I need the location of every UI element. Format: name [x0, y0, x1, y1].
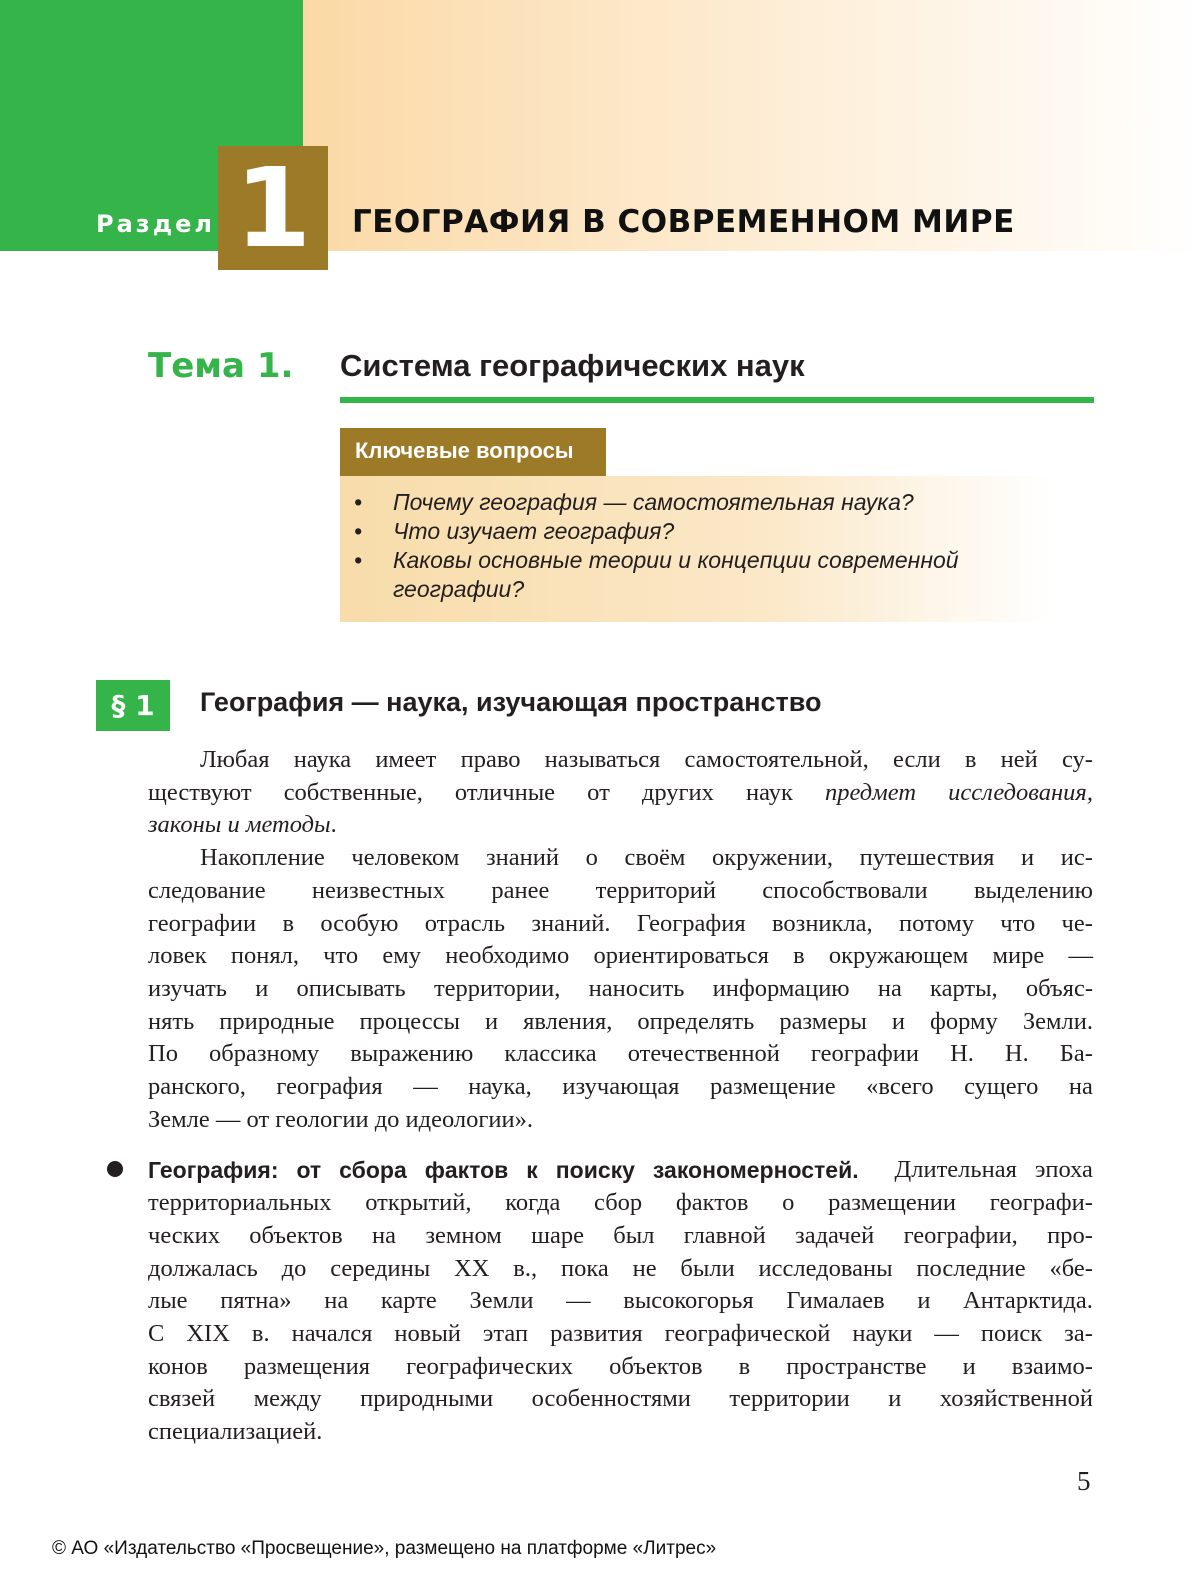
paragraph: [148, 842, 1093, 1136]
word: на: [324, 1287, 349, 1315]
word: изучать: [148, 974, 227, 1002]
word: —: [1068, 942, 1093, 970]
word: —: [215, 1105, 247, 1133]
word: «всего: [866, 1073, 934, 1101]
word: были: [680, 1254, 735, 1282]
word: до: [374, 1105, 406, 1133]
word: изучающая: [562, 1073, 680, 1101]
word: XIX: [186, 1319, 230, 1347]
word: Н.: [1004, 1040, 1029, 1068]
text-line: [148, 875, 1093, 908]
word: размещение: [709, 1073, 836, 1101]
word: География:: [148, 1157, 279, 1184]
key-question: • Каковы основные теории и концепции современной: [340, 546, 1052, 575]
word: явления,: [523, 1007, 613, 1035]
word: —: [934, 1319, 959, 1347]
word: знаний: [485, 844, 559, 872]
word: География: [636, 909, 746, 937]
key-questions-box: [340, 476, 1052, 622]
word: методы: [245, 811, 331, 839]
word: науки: [852, 1319, 913, 1347]
word: Антарктида.: [963, 1287, 1093, 1315]
word: определять: [637, 1007, 755, 1035]
topic-title: Система географических наук: [340, 348, 805, 383]
word: территории,: [433, 974, 561, 1002]
word: задачей: [795, 1221, 875, 1249]
word: выделению: [973, 876, 1093, 904]
word: .: [330, 811, 337, 839]
paragraph-title: География — наука, изучающая пространство: [200, 687, 822, 717]
word: сбора: [339, 1157, 407, 1184]
text-line: [148, 1285, 1093, 1318]
word: география: [276, 1073, 383, 1101]
word: процессы: [359, 1007, 460, 1035]
word: про-: [1047, 1221, 1093, 1249]
word: географии: [148, 909, 257, 937]
word: путешествия: [859, 844, 995, 872]
word: Земли: [469, 1287, 534, 1315]
word: исследованы: [758, 1254, 893, 1282]
word: пятна»: [220, 1287, 292, 1315]
word: конов: [148, 1352, 208, 1380]
word: че-: [1061, 909, 1093, 937]
word: наносить: [588, 974, 685, 1002]
page-number: 5: [1077, 1466, 1091, 1496]
word: других: [641, 778, 714, 806]
text-line: [148, 1104, 1093, 1137]
word: называться: [544, 746, 661, 773]
word: и: [255, 974, 269, 1002]
word: возникла,: [771, 909, 873, 937]
word: в: [793, 942, 805, 970]
word: фактов: [424, 1157, 509, 1184]
word: образному: [208, 1040, 320, 1068]
bullet-icon: [107, 1161, 123, 1177]
word: за-: [1064, 1319, 1093, 1347]
word: человеком: [351, 844, 460, 872]
word: о: [782, 1189, 795, 1217]
word: размещения: [243, 1352, 370, 1380]
word: и: [484, 1007, 499, 1035]
word: карте: [380, 1287, 437, 1315]
word: идеологии».: [405, 1105, 534, 1133]
word: фактов: [675, 1189, 749, 1217]
word: середины: [330, 1254, 431, 1282]
word: окружающем: [828, 942, 969, 970]
word: и: [1021, 844, 1035, 872]
word: и: [891, 1007, 906, 1035]
word: территорий: [595, 876, 716, 904]
word: объектов: [609, 1352, 703, 1380]
bullet-icon: •: [354, 518, 363, 544]
word: наука: [293, 746, 352, 773]
word: последние: [916, 1254, 1026, 1282]
word: информацию: [712, 974, 850, 1002]
text-line: [148, 777, 1093, 810]
word: геологии: [275, 1105, 375, 1133]
word: был: [613, 1221, 655, 1249]
word: законы: [148, 811, 228, 839]
word: отличные: [454, 778, 556, 806]
word: неизвестных: [311, 876, 446, 904]
text-line: [148, 1187, 1093, 1220]
word: потому: [898, 909, 974, 937]
topic-label: Тема 1.: [148, 346, 294, 386]
paragraph-number: § 1: [96, 680, 170, 731]
copyright-footer: © АО «Издательство «Просвещение», размещено на платформе «Литрес»: [52, 1538, 717, 1559]
word: «бе-: [1049, 1254, 1093, 1282]
text-line: [148, 842, 1093, 875]
text-line: [148, 1071, 1093, 1104]
word: территориальных: [148, 1189, 332, 1217]
word: форму: [930, 1007, 998, 1035]
body-text: [148, 744, 1093, 1449]
word: наука,: [468, 1073, 532, 1101]
word: су-: [1061, 746, 1093, 773]
text-line: [148, 908, 1093, 941]
word: наук: [746, 778, 793, 806]
word: Земле: [148, 1105, 216, 1133]
word: По: [148, 1040, 178, 1068]
word: главной: [683, 1221, 766, 1249]
word: и: [962, 1352, 976, 1380]
key-question: • Почему география — самостоятельная наука?: [340, 488, 1052, 517]
word: и: [917, 1287, 931, 1315]
word: ис-: [1060, 844, 1093, 872]
word: собственные,: [283, 778, 423, 806]
word: ловек: [148, 942, 207, 970]
word: о: [585, 844, 598, 872]
text-line: [148, 1154, 1093, 1187]
spacer: [148, 1136, 1093, 1154]
word: размещении: [828, 1189, 957, 1217]
key-questions-heading: Ключевые вопросы: [340, 428, 606, 476]
word: пока: [560, 1254, 609, 1282]
word: ней: [1000, 746, 1038, 773]
section-number: 1: [218, 146, 328, 270]
word: ческих: [148, 1221, 220, 1249]
word: лые: [148, 1287, 188, 1315]
word: Любая: [200, 746, 270, 773]
word: объектов: [249, 1221, 343, 1249]
word: право: [460, 746, 521, 773]
word: земном: [425, 1221, 502, 1249]
text-line: [148, 1253, 1093, 1286]
section-title: ГЕОГРАФИЯ В СОВРЕМЕННОМ МИРЕ: [352, 204, 1015, 240]
word: —: [566, 1287, 591, 1315]
word: —: [413, 1073, 438, 1101]
word: отрасль: [424, 909, 506, 937]
word: Длительная: [894, 1156, 1017, 1184]
key-question: • Что изучает география?: [340, 517, 1052, 546]
word: нять: [148, 1007, 195, 1035]
text-line: [148, 1318, 1093, 1351]
word: сущего: [964, 1073, 1039, 1101]
text-line: [148, 1351, 1093, 1384]
word: природными: [360, 1385, 494, 1413]
word: географии,: [903, 1221, 1018, 1249]
section-label: Раздел: [96, 210, 215, 238]
word: карты,: [930, 974, 998, 1002]
word: географических: [406, 1352, 574, 1380]
text-line: [148, 1416, 1093, 1449]
word: поиску: [555, 1157, 635, 1184]
word: от: [246, 1105, 276, 1133]
word: особенностями: [531, 1385, 691, 1413]
word: ему: [382, 942, 422, 970]
word: в: [738, 1352, 751, 1380]
text-line: [148, 1006, 1093, 1039]
word: понял,: [230, 942, 299, 970]
word: географи-: [989, 1189, 1093, 1217]
word: этап: [482, 1319, 529, 1347]
word: ранского,: [148, 1073, 246, 1101]
word: что: [323, 942, 359, 970]
word: на: [372, 1221, 397, 1249]
word: связей: [148, 1385, 216, 1413]
word: поиск: [980, 1319, 1043, 1347]
topic-divider: [340, 397, 1094, 403]
word: географической: [664, 1319, 831, 1347]
text-line: [148, 1383, 1093, 1416]
text-line: [148, 809, 1093, 842]
word: способствовали: [762, 876, 928, 904]
word: размеры: [779, 1007, 867, 1035]
word: территории: [729, 1385, 850, 1413]
word: в: [964, 746, 977, 773]
text-line: [148, 940, 1093, 973]
word: географии: [810, 1040, 920, 1068]
word: пространстве: [786, 1352, 927, 1380]
paragraph: [148, 744, 1093, 842]
word: своём: [624, 844, 686, 872]
word: между: [253, 1385, 322, 1413]
word: если: [892, 746, 941, 773]
word: хозяйственной: [939, 1385, 1093, 1413]
word: выражению: [350, 1040, 474, 1068]
word: предмет: [824, 778, 917, 806]
word: необходимо: [445, 942, 570, 970]
word: шаре: [531, 1221, 584, 1249]
word: самостоятельной,: [684, 746, 869, 773]
word: исследования,: [948, 778, 1093, 806]
word: мире: [992, 942, 1045, 970]
word: Накопление: [200, 844, 325, 872]
word: особую: [320, 909, 399, 937]
word: закономерностей.: [652, 1157, 859, 1184]
word: Гималаев: [786, 1287, 885, 1315]
word: объяс-: [1025, 974, 1093, 1002]
word: Земли.: [1022, 1007, 1093, 1035]
word: отечественной: [627, 1040, 780, 1068]
word: начался: [291, 1319, 373, 1347]
word: от: [296, 1157, 322, 1184]
word: новый: [394, 1319, 461, 1347]
word: к: [526, 1157, 538, 1184]
word: на: [1068, 1073, 1093, 1101]
word: сбор: [594, 1189, 643, 1217]
word: и: [227, 811, 246, 839]
bullet-paragraph: [148, 1154, 1093, 1448]
word: когда: [505, 1189, 561, 1217]
text-line: [148, 973, 1093, 1006]
key-question-continued: географии?: [392, 576, 525, 602]
word: Н.: [950, 1040, 974, 1068]
word: в: [282, 909, 295, 937]
word: ориентироваться: [593, 942, 769, 970]
word: описывать: [296, 974, 406, 1002]
word: должалась: [148, 1254, 258, 1282]
word: в.,: [513, 1254, 538, 1282]
word: развития: [550, 1319, 643, 1347]
text-line: [148, 1220, 1093, 1253]
word: эпоха: [1034, 1156, 1093, 1184]
word: открытий,: [365, 1189, 472, 1217]
word: в.: [251, 1319, 270, 1347]
word: на: [877, 974, 902, 1002]
word: от: [587, 778, 610, 806]
word: взаимо-: [1011, 1352, 1093, 1380]
word: С: [148, 1319, 165, 1347]
word: окружении,: [712, 844, 833, 872]
word: следование: [148, 876, 266, 904]
word: и: [888, 1385, 902, 1413]
word: ранее: [491, 876, 550, 904]
word: специализацией.: [148, 1418, 323, 1446]
word: Ба-: [1059, 1040, 1093, 1068]
word: классика: [504, 1040, 597, 1068]
word: ществуют: [148, 778, 252, 806]
word: имеет: [375, 746, 437, 773]
bullet-icon: •: [354, 547, 363, 573]
word: не: [632, 1254, 657, 1282]
word: природные: [219, 1007, 335, 1035]
word: знаний.: [531, 909, 611, 937]
bullet-icon: •: [354, 489, 363, 515]
word: что: [1000, 909, 1036, 937]
word: XX: [454, 1254, 490, 1282]
text-line: [148, 1038, 1093, 1071]
text-line: [148, 744, 1093, 777]
word: высокогорья: [623, 1287, 754, 1315]
word: до: [281, 1254, 307, 1282]
